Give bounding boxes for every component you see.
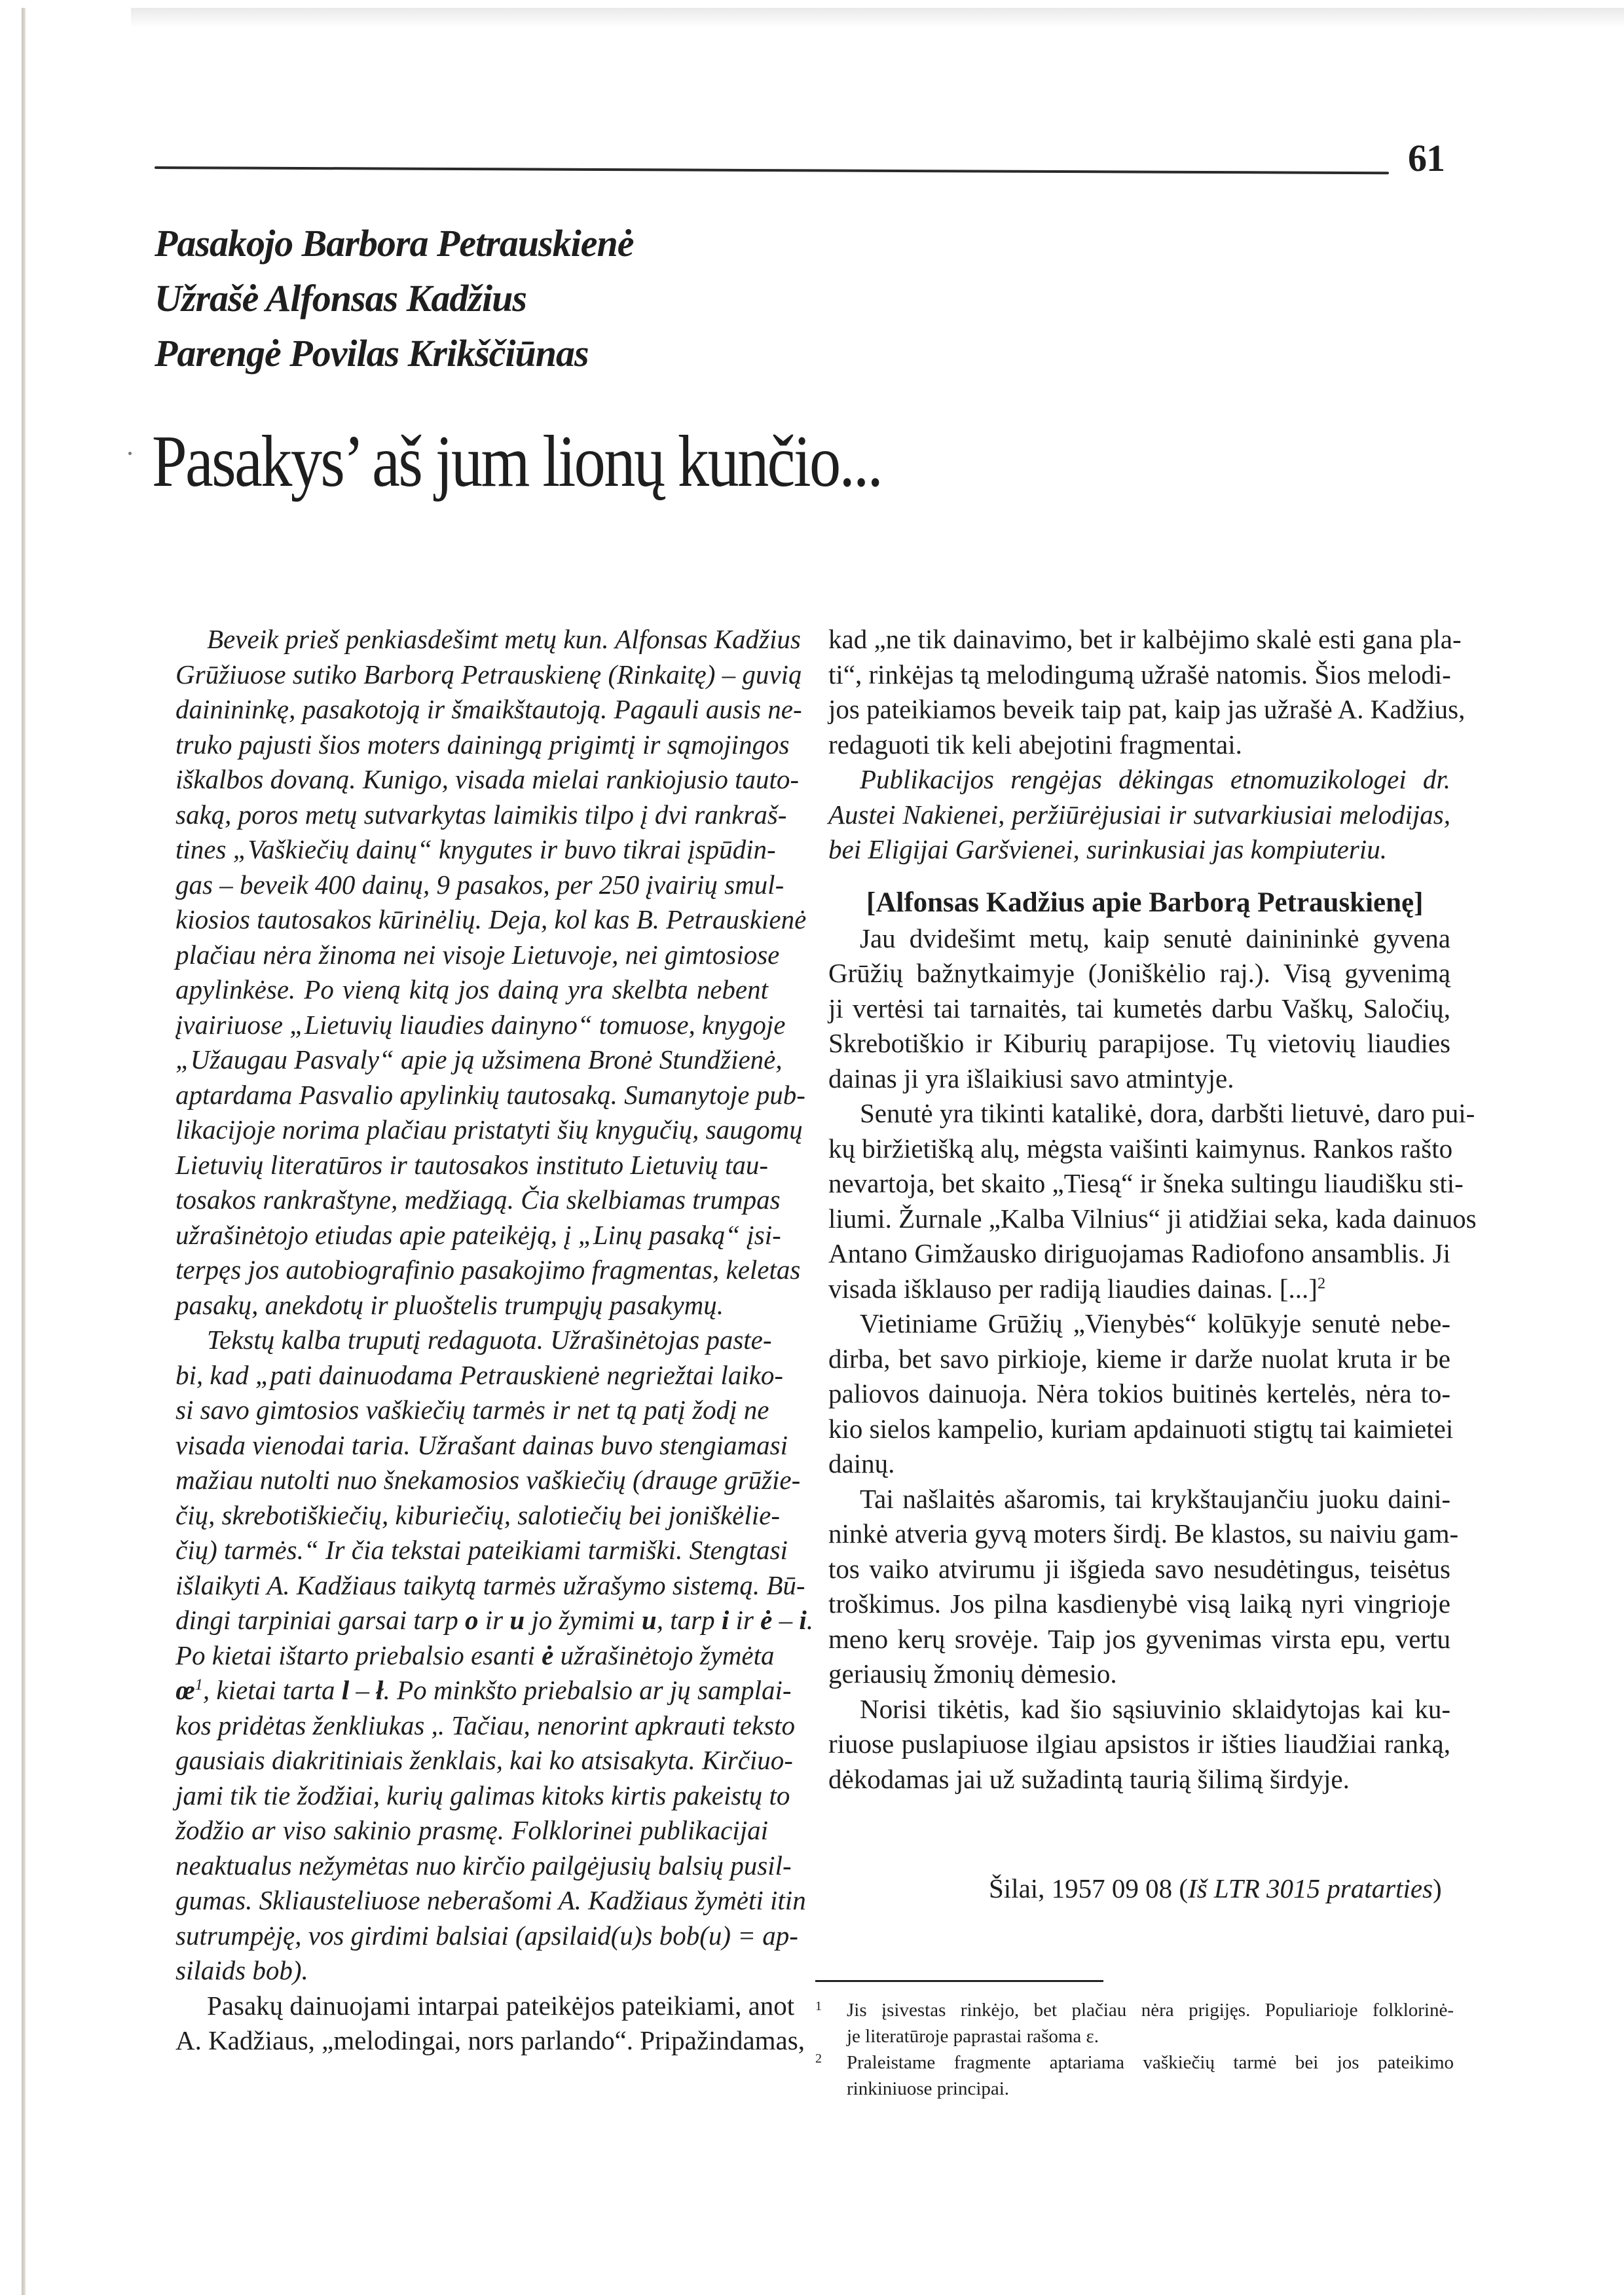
text-line: paliovos dainuoja. Nėra tokios buitinės kertelės, nėra to- xyxy=(828,1378,1450,1408)
text-line: čių) tarmės.“ Ir čia tekstai pateikiami tarmiški. Stengtasi xyxy=(175,1535,788,1565)
spacer xyxy=(828,868,1450,881)
text-line: kiosios tautosakos kūrinėlių. Deja, kol kas B. Petrauskienė xyxy=(175,904,807,934)
biography-paragraph-1 xyxy=(828,921,1450,1097)
text-line: Skrebotiškio ir Kiburių parapijose. Tų vietovių liaudies xyxy=(828,1028,1450,1058)
footnote-line: Praleistame fragmente aptariama vaškiečių tarmė bei jos pateikimo xyxy=(847,2052,1454,2073)
text-line: Senutė yra tikinti katalikė, dora, darbšti lietuvė, daro pui- xyxy=(860,1098,1475,1128)
page-number: 61 xyxy=(1408,137,1445,179)
phonetic-symbol: i xyxy=(721,1605,729,1635)
text-run: – xyxy=(349,1675,377,1705)
text-run: visada išklauso per radiją liaudies dainas. [...] xyxy=(828,1273,1318,1304)
text-run: ir xyxy=(729,1605,761,1635)
footnote-ref[interactable]: 1 xyxy=(194,1676,203,1694)
header-rule xyxy=(155,166,1389,174)
text-line: gausiais diakritiniais ženklais, kai ko atsisakyta. Kirčiuo- xyxy=(175,1745,793,1775)
text-line: kos pridėtas ženkliukas ,. Tačiau, nenorint apkrauti teksto xyxy=(175,1710,795,1740)
credit-editor: Parengė Povilas Krikščiūnas xyxy=(155,332,589,375)
acknowledgement-paragraph xyxy=(828,762,1450,868)
text-line: čių, skrebotiškiečių, kiburiečių, salotiečių bei joniškėlie- xyxy=(175,1499,780,1530)
text-run: . Po minkšto priebalsio ar jų samplai- xyxy=(383,1675,792,1705)
biography-paragraph-3 xyxy=(828,1306,1454,1482)
scan-page-edge xyxy=(22,8,26,2295)
text-line: bei Eligijai Garšvienei, surinkusiai jas kompiuteriu. xyxy=(828,834,1387,864)
text-line: plačiau nėra žinoma nei visoje Lietuvoje, nei gimtosiose xyxy=(175,939,780,970)
text-line: troškimus. Jos pilna kasdienybė visą laiką nyri vingrioje xyxy=(828,1588,1450,1619)
text-line: dirba, bet savo pirkioje, kieme ir darže nuolat kruta ir be xyxy=(828,1343,1450,1374)
signature-place-date: Šilai, 1957 09 08 ( xyxy=(989,1873,1189,1903)
text-line: Publikacijos rengėjas dėkingas etnomuzikologei dr. xyxy=(860,764,1450,794)
text-line: jami tik tie žodžiai, kurių galimas kitoks kirtis pakeistų to xyxy=(175,1780,790,1810)
phonetic-symbol: œ xyxy=(175,1675,195,1705)
footnote-line: Jis įsivestas rinkėjo, bet plačiau nėra prigijęs. Populiarioje folklorinė- xyxy=(847,2000,1454,2021)
biography-paragraph-2 xyxy=(828,1096,1477,1306)
text-line: riuose puslapiuose ilgiau apsistos ir išties liaudžiai ranką, xyxy=(828,1729,1450,1759)
text-line: si savo gimtosios vaškiečių tarmės ir net tą patį žodį ne xyxy=(175,1395,769,1425)
text-line: ti“, rinkėjas tą melodingumą užrašė natomis. Šios melodi- xyxy=(828,659,1451,689)
phonetic-symbol: ł xyxy=(376,1675,384,1705)
text-line: „Užaugau Pasvaly“ apie ją užsimena Bronė Stundžienė, xyxy=(175,1044,783,1074)
right-column xyxy=(828,622,1477,1797)
text-line: kad „ne tik dainavimo, bet ir kalbėjimo skalė esti gana pla- xyxy=(828,624,1462,654)
footnote-2 xyxy=(815,2049,1454,2102)
text-line xyxy=(828,1272,1450,1307)
text-line: bi, kad „pati dainuodama Petrauskienė negriežtai laiko- xyxy=(175,1359,784,1390)
phonetic-symbol: l xyxy=(341,1675,350,1705)
text-line: ji vertėsi tai tarnaitės, tai kumetės darbu Vaškų, Saločių, xyxy=(828,993,1450,1023)
text-line-with-symbols xyxy=(175,1638,775,1674)
signature-source: Iš LTR 3015 pratarties xyxy=(1188,1873,1433,1903)
left-column xyxy=(175,622,813,2059)
text-line: meno kerų srovėje. Taip jos gyvenimas virsta epu, vertu xyxy=(828,1623,1450,1654)
signature-line xyxy=(989,1873,1442,1904)
credit-recorder: Užrašė Alfonsas Kadžius xyxy=(155,277,526,320)
text-line: Jau dvidešimt metų, kaip senutė dainininkė gyvena xyxy=(860,923,1450,953)
text-line: aptardama Pasvalio apylinkių tautosaką. Sumanytoje pub- xyxy=(175,1079,805,1110)
text-run: ir xyxy=(478,1605,510,1635)
text-line: dainininkę, pasakotoją ir šmaikštautoją. Pagauli ausis ne- xyxy=(175,694,802,724)
signature-close: ) xyxy=(1433,1873,1442,1903)
text-line: išlaikyti A. Kadžiaus taikytą tarmės užrašymo sistemą. Bū- xyxy=(175,1570,805,1600)
text-line: Grūžiuose sutiko Barborą Petrauskienę (Rinkaitę) – guvią xyxy=(175,659,802,689)
phonetic-symbol: ė xyxy=(542,1640,554,1670)
text-line: mažiau nutolti nuo šnekamosios vaškiečių (drauge grūžie- xyxy=(175,1465,801,1495)
text-line: terpęs jos autobiografinio pasakojimo fragmentas, keletas xyxy=(175,1255,801,1285)
text-line: Vietiniame Grūžių „Vienybės“ kolūkyje senutė nebe- xyxy=(860,1308,1450,1338)
credit-narrator: Pasakojo Barbora Petrauskienė xyxy=(155,222,634,265)
text-line: apylinkėse. Po vieną kitą jos dainą yra skelbta nebent xyxy=(175,974,768,1004)
text-line: Antano Gimžausko diriguojamas Radiofono ansamblis. Ji xyxy=(828,1238,1450,1268)
text-line: neaktualus nežymėtas nuo kirčio pailgėjusių balsių pusil- xyxy=(175,1850,792,1881)
footnote-number: 2 xyxy=(815,2051,822,2066)
text-line-with-symbols xyxy=(175,1603,813,1638)
text-run: Po kietai ištarto priebalsio esanti xyxy=(175,1640,542,1670)
phonetic-symbol: i xyxy=(799,1605,807,1635)
footnote-number: 1 xyxy=(815,1999,822,2013)
article-title: Pasakys’ aš jum lionų kunčio... xyxy=(152,421,882,502)
text-run: dingi tarpiniai garsai tarp xyxy=(175,1605,465,1635)
text-line: Austei Nakienei, peržiūrėjusiai ir sutvarkiusiai melodijas, xyxy=(828,799,1450,830)
phonetic-symbol: o xyxy=(464,1605,479,1635)
text-line: liumi. Žurnale „Kalba Vilnius“ ji atidžiai seka, kada dainuos xyxy=(828,1203,1477,1234)
text-line: ninkė atveria gyvą moters širdį. Be klastos, su naiviu gam- xyxy=(828,1518,1459,1549)
melody-paragraph xyxy=(175,1989,805,2059)
text-line: saką, poros metų sutvarkytas laimikis tilpo į dvi rankraš- xyxy=(175,799,787,830)
text-line: Lietuvių literatūros ir tautosakos instituto Lietuvių tau- xyxy=(175,1149,769,1180)
editorial-notes-paragraph xyxy=(175,1323,813,1989)
text-line: redaguoti tik keli abejotini fragmentai. xyxy=(828,729,1242,760)
biography-paragraph-4 xyxy=(828,1482,1459,1692)
text-line: Beveik prieš penkiasdešimt metų kun. Alfonsas Kadžius xyxy=(207,624,801,654)
footnote-ref[interactable]: 2 xyxy=(1317,1274,1326,1292)
text-line: Grūžių bažnytkaimyje (Joniškėlio raj.). Visą gyvenimą xyxy=(828,958,1450,988)
intro-paragraph xyxy=(175,622,807,1323)
footnote-line: rinkiniuose principai. xyxy=(847,2078,1010,2099)
text-line: gas – beveik 400 dainų, 9 pasakos, per 250 įvairių smul- xyxy=(175,869,784,900)
text-line: Norisi tikėtis, kad šio sąsiuvinio sklaidytojas kai ku- xyxy=(860,1693,1450,1724)
text-line: geriausių žmonių dėmesio. xyxy=(828,1659,1117,1689)
text-line: likacijoje norima plačiau pristatyti šių knygučių, saugomų xyxy=(175,1114,803,1145)
footnote-1 xyxy=(815,1997,1454,2049)
text-line: Tai našlaitės ašaromis, tai krykštaujančiu juoku daini- xyxy=(860,1483,1450,1514)
section-subheading: [Alfonsas Kadžius apie Barborą Petrauskienę] xyxy=(866,887,1424,918)
biography-paragraph-5 xyxy=(828,1692,1450,1797)
text-line: nevartoja, bet skaito „Tiesą“ ir šneka sultingu liaudišku sti- xyxy=(828,1168,1464,1198)
text-line: Tekstų kalba truputį redaguota. Užrašinėtojas paste- xyxy=(207,1325,772,1355)
text-line: dainas ji yra išlaikiusi savo atmintyje. xyxy=(828,1063,1234,1093)
text-line: jos pateikiamos beveik taip pat, kaip jas užrašė A. Kadžius, xyxy=(828,694,1466,724)
text-line: A. Kadžiaus, „melodingai, nors parlando“. Pripažindamas, xyxy=(175,2025,805,2055)
text-line: žodžio ar viso sakinio prasmę. Folklorinei publikacijai xyxy=(175,1815,768,1845)
footnote-rule xyxy=(815,1980,1103,1982)
phonetic-symbol: u xyxy=(641,1605,657,1635)
text-line: kų biržietišką alų, mėgsta vaišinti kaimynus. Rankos rašto xyxy=(828,1133,1453,1164)
text-run: , kietai tarta xyxy=(202,1675,342,1705)
text-line: užrašinėtojo etiudas apie pateikėją, į „Linų pasaką“ įsi- xyxy=(175,1219,781,1250)
text-line: silaids bob). xyxy=(175,1955,308,1985)
text-line: visada vienodai taria. Užrašant dainas buvo stengiamasi xyxy=(175,1429,788,1460)
text-line-with-symbols xyxy=(175,1673,792,1708)
text-line: įvairiuose „Lietuvių liaudies dainyno“ tomuose, knygoje xyxy=(175,1009,786,1040)
text-line: tines „Vaškiečių dainų“ knygutes ir buvo tikrai įspūdin- xyxy=(175,834,776,864)
text-line: sutrumpėję, vos girdimi balsiai (apsilaid(u)s bob(u) = ap- xyxy=(175,1920,798,1951)
text-line: tosakos rankraštyne, medžiagą. Čia skelbiamas trumpas xyxy=(175,1184,781,1215)
melody-paragraph-continued xyxy=(828,622,1466,762)
phonetic-symbol: u xyxy=(509,1605,525,1635)
text-run: užrašinėtojo žymėta xyxy=(553,1640,775,1670)
scan-dot xyxy=(128,452,132,455)
text-line: iškalbos dovaną. Kunigo, visada mielai rankiojusio tauto- xyxy=(175,764,800,794)
footnotes xyxy=(815,1997,1454,2102)
text-run: , tarp xyxy=(656,1605,722,1635)
credits-block xyxy=(155,216,634,381)
phonetic-symbol: ė xyxy=(760,1605,773,1635)
text-line: truko pajusti šios moters dainingą prigimtį ir sąmojingos xyxy=(175,729,790,760)
scan-top-shadow xyxy=(131,8,1624,28)
text-line: kio sielos kampelio, kuriam apdainuoti stigtų tai kaimietei xyxy=(828,1413,1454,1444)
text-run: – xyxy=(772,1605,800,1635)
text-line: dainų. xyxy=(828,1448,895,1478)
text-line: pasakų, anekdotų ir pluoštelis trumpųjų pasakymų. xyxy=(175,1289,724,1320)
text-run: . xyxy=(806,1605,813,1635)
text-line: Pasakų dainuojami intarpai pateikėjos pateikiami, anot xyxy=(207,1990,795,2021)
text-line: dėkodamas jai už sužadintą taurią šilimą širdyje. xyxy=(828,1763,1350,1794)
text-run: jo žymimi xyxy=(525,1605,642,1635)
footnote-line: je literatūroje paprastai rašoma ε. xyxy=(847,2026,1099,2047)
text-line: gumas. Skliausteliuose neberašomi A. Kadžiaus žymėti itin xyxy=(175,1885,806,1915)
text-line: tos vaiko atvirumu ji išgieda savo nesudėtingus, teisėtus xyxy=(828,1553,1450,1584)
